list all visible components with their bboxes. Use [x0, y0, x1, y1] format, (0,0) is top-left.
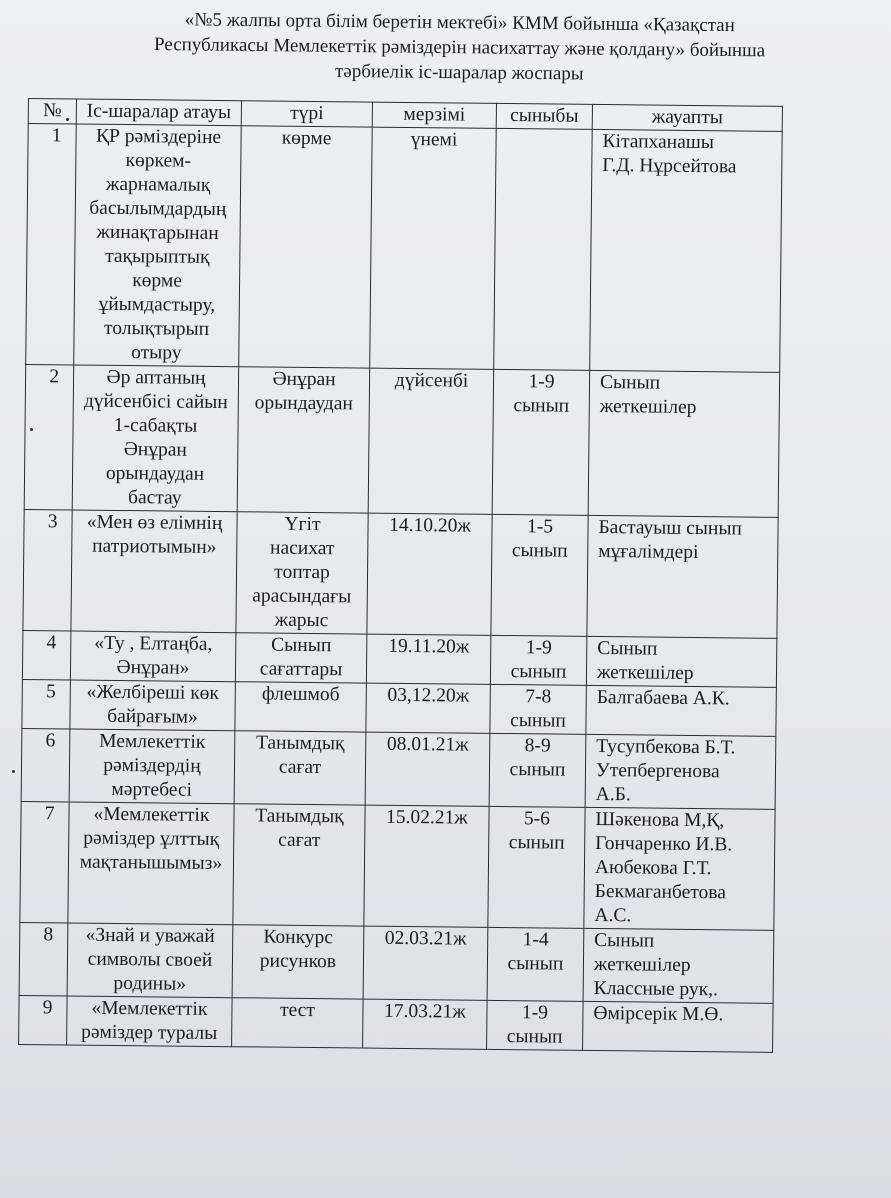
cell-line: Классные рук,. — [593, 977, 719, 1001]
cell-responsible — [583, 1001, 774, 1052]
cell-line: «Мен өз елімнің — [86, 511, 223, 535]
cell-line: 17.03.21ж — [383, 1000, 466, 1023]
cell-line: сынып — [509, 759, 566, 781]
cell-line: тақырыптық — [105, 245, 210, 268]
cell-event-name — [71, 510, 237, 633]
speck — [66, 118, 69, 121]
cell-event-name — [72, 365, 239, 512]
cell-line: дүйсенбі — [394, 369, 469, 392]
cell-number: 5 — [22, 679, 71, 729]
cell-line: Утепбергенова — [595, 759, 720, 783]
table-row — [20, 801, 775, 930]
cell-line: 8-9 — [524, 735, 551, 757]
cell-line: Сынып — [594, 929, 655, 952]
cell-line: сынып — [510, 661, 567, 683]
cell-line: көрме — [281, 127, 332, 150]
cell-event-name — [70, 631, 236, 682]
cell-responsible — [587, 515, 778, 638]
cell-line: сынып — [513, 395, 570, 417]
cell-line: Конкурс — [263, 926, 334, 949]
cell-number: 4 — [22, 630, 71, 680]
header-grade: сыныбы — [496, 103, 592, 129]
cell-grade — [487, 927, 584, 1001]
cell-line: рәміздердің — [103, 754, 201, 777]
cell-date — [368, 368, 494, 514]
cell-line: символы своей — [87, 948, 213, 971]
cell-event-name — [67, 923, 233, 998]
cell-line: «Желбіреші көк — [86, 681, 220, 705]
cell-line: сынып — [506, 1026, 563, 1048]
cell-line: «Мемлекеттік — [91, 997, 208, 1020]
table-row — [21, 728, 776, 809]
document-title — [59, 6, 860, 89]
cell-line: дүйсенбісі сайын — [83, 390, 228, 414]
cell-line: флешмоб — [261, 683, 340, 706]
title-line-2: Республикасы Мемлекеттік рәміздерін насихаттау және қолдану» бойынша — [153, 33, 766, 62]
cell-line: 03,12.20ж — [387, 684, 470, 707]
cell-line: орындаудан — [105, 462, 205, 485]
cell-line: 1-сабақты — [113, 414, 198, 437]
cell-line: 08.01.21ж — [386, 733, 469, 756]
cell-responsible — [583, 928, 774, 1003]
cell-line: Аюбекова Г.Т. — [594, 856, 712, 880]
table-row — [19, 995, 773, 1052]
cell-type — [232, 998, 364, 1048]
cell-line: А.Б. — [595, 783, 631, 806]
cell-line: жинақтарынан — [96, 221, 219, 245]
cell-line: Балгабаева А.К. — [596, 686, 730, 710]
cell-line: Әнұран — [272, 368, 336, 391]
cell-line: 1-9 — [525, 637, 552, 659]
cell-line: байрағым» — [107, 705, 198, 728]
cell-line: Танымдық — [255, 732, 345, 755]
cell-line: Өмірсерік М.Ө. — [593, 1002, 724, 1026]
cell-line: ҚР рәміздеріне — [95, 125, 222, 149]
cell-type — [239, 126, 373, 368]
cell-event-name — [69, 729, 235, 804]
cell-line: көрме — [132, 270, 183, 292]
cell-line: бастау — [128, 487, 182, 509]
header-date: мерзімі — [372, 102, 496, 128]
table-row — [24, 364, 779, 517]
cell-line: мақтанышымыз» — [79, 851, 223, 875]
cell-line: Бастауыш сынып — [598, 516, 743, 540]
cell-line: орындаудан — [254, 392, 354, 415]
cell-line: 1-9 — [521, 1002, 549, 1024]
cell-number: 7 — [20, 801, 69, 922]
cell-grade — [490, 635, 587, 685]
cell-line: топтар — [274, 561, 330, 584]
cell-line: 7-8 — [525, 686, 552, 708]
cell-line: 19.11.20ж — [388, 635, 470, 658]
cell-line: жеткешілер — [593, 953, 691, 976]
cell-line: Гончаренко И.В. — [595, 832, 733, 856]
cell-line: Кітапханашы — [602, 131, 715, 154]
header-responsible: жауапты — [592, 104, 782, 131]
cell-line: 1-5 — [526, 516, 554, 538]
cell-line: Г.Д. Нұрсейтова — [602, 155, 737, 178]
cell-line: «Мемлекеттік — [93, 803, 210, 826]
cell-line: рәміздер ұлттық — [83, 827, 220, 851]
cell-type — [237, 367, 370, 513]
cell-number: 3 — [23, 509, 72, 630]
cell-grade — [488, 806, 585, 928]
cell-line: 14.10.20ж — [389, 514, 472, 537]
cell-date — [370, 127, 497, 369]
cell-number: 9 — [19, 995, 68, 1044]
table-row — [22, 630, 776, 687]
title-line-1: «№5 жалпы орта білім беретін мектебі» КММ бойынша «Қазақстан — [184, 9, 735, 37]
cell-line: сынып — [511, 540, 568, 562]
cell-type — [235, 633, 367, 683]
cell-line: басылымдардың — [89, 197, 227, 221]
cell-date — [366, 683, 491, 733]
cell-line: А.С. — [594, 904, 632, 927]
cell-type — [234, 731, 366, 805]
cell-grade — [492, 369, 590, 515]
cell-line: арасындағы — [252, 585, 352, 608]
table-row — [19, 922, 774, 1003]
cell-type — [235, 682, 367, 732]
cell-line: толықтырып — [103, 317, 210, 340]
cell-line: Шәкенова М,Қ, — [595, 808, 725, 832]
header-event-name: Іс-шаралар атауы — [76, 99, 241, 126]
cell-line: Сынып — [599, 372, 661, 394]
cell-line: жарыс — [274, 609, 329, 632]
cell-line: үнемі — [410, 129, 458, 151]
cell-type — [232, 925, 364, 999]
cell-line: Сынып — [597, 637, 658, 660]
cell-type — [236, 512, 368, 634]
speck — [12, 770, 15, 773]
cell-date — [367, 513, 492, 635]
cell-line: 1-9 — [528, 371, 555, 393]
cell-line: сынып — [508, 832, 565, 854]
cell-grade — [491, 514, 588, 636]
cell-grade — [489, 733, 586, 807]
cell-line: тест — [279, 999, 315, 1022]
cell-responsible — [588, 370, 780, 517]
table-row — [23, 509, 778, 638]
table-row — [26, 124, 782, 373]
cell-date — [365, 732, 490, 806]
cell-responsible — [586, 636, 777, 687]
cell-line: Әнұран — [123, 439, 187, 461]
cell-event-name — [68, 802, 234, 925]
cell-line: көркем- — [125, 150, 192, 172]
header-number: № — [28, 99, 76, 125]
cell-line: 02.03.21ж — [384, 927, 467, 950]
cell-responsible — [585, 734, 776, 809]
cell-line: Сынып — [271, 634, 332, 657]
cell-responsible — [586, 685, 777, 736]
cell-line: рәміздер туралы — [81, 1021, 218, 1045]
cell-line: Әнұран» — [116, 656, 190, 679]
cell-line: Танымдық — [255, 805, 344, 828]
cell-line: Тусупбекова Б.Т. — [596, 735, 736, 759]
cell-line: жеткешілер — [596, 661, 694, 685]
table-row — [22, 679, 776, 736]
cell-line: сынып — [510, 710, 566, 732]
cell-line: сағат — [278, 756, 322, 779]
cell-line: 1-4 — [522, 929, 549, 951]
cell-line: отыру — [131, 342, 182, 364]
cell-responsible — [590, 129, 783, 372]
cell-line: Әр аптаның — [106, 366, 206, 389]
cell-date — [363, 999, 488, 1049]
cell-grade — [494, 128, 593, 370]
header-type: түрі — [241, 101, 372, 127]
cell-line: сынып — [507, 953, 564, 975]
cell-number: 6 — [21, 728, 70, 801]
cell-line: насихат — [270, 537, 335, 560]
cell-line: Бекмаганбетова — [594, 880, 727, 904]
cell-line: «Знай и уважай — [85, 924, 215, 948]
cell-grade — [487, 1000, 584, 1050]
cell-line: родины» — [113, 972, 187, 995]
cell-date — [363, 926, 488, 1000]
cell-line: жеткешілер — [599, 396, 697, 419]
cell-grade — [490, 684, 587, 734]
cell-line: 15.02.21ж — [386, 806, 468, 829]
speck — [30, 428, 33, 431]
cell-date — [366, 634, 491, 684]
cell-date — [364, 805, 489, 927]
cell-line: патриотымын» — [92, 535, 217, 558]
cell-line: Үгіт — [284, 513, 321, 536]
cell-event-name — [74, 124, 242, 367]
cell-line: мұғалімдері — [598, 540, 699, 564]
cell-event-name — [70, 680, 236, 731]
cell-line: мәртебесі — [111, 778, 193, 801]
cell-line: сағат — [278, 829, 321, 852]
cell-responsible — [584, 807, 775, 930]
cell-line: рисунков — [259, 950, 337, 973]
cell-number: 8 — [19, 922, 68, 995]
cell-line: 5-6 — [523, 808, 551, 830]
cell-line: сағаттары — [259, 658, 343, 681]
cell-line: ұйымдастыру, — [98, 293, 216, 316]
cell-line: «Ту , Елтаңба, — [94, 632, 213, 655]
cell-line: жарнамалық — [105, 173, 211, 196]
cell-line: Мемлекеттік — [99, 730, 206, 753]
cell-number: 1 — [26, 124, 77, 365]
cell-type — [233, 804, 365, 926]
title-line-3: тәрбиелік іс-шаралар жоспары — [334, 60, 584, 85]
cell-event-name — [67, 996, 233, 1047]
events-plan-table — [18, 98, 783, 1053]
cell-number: 2 — [24, 364, 74, 509]
